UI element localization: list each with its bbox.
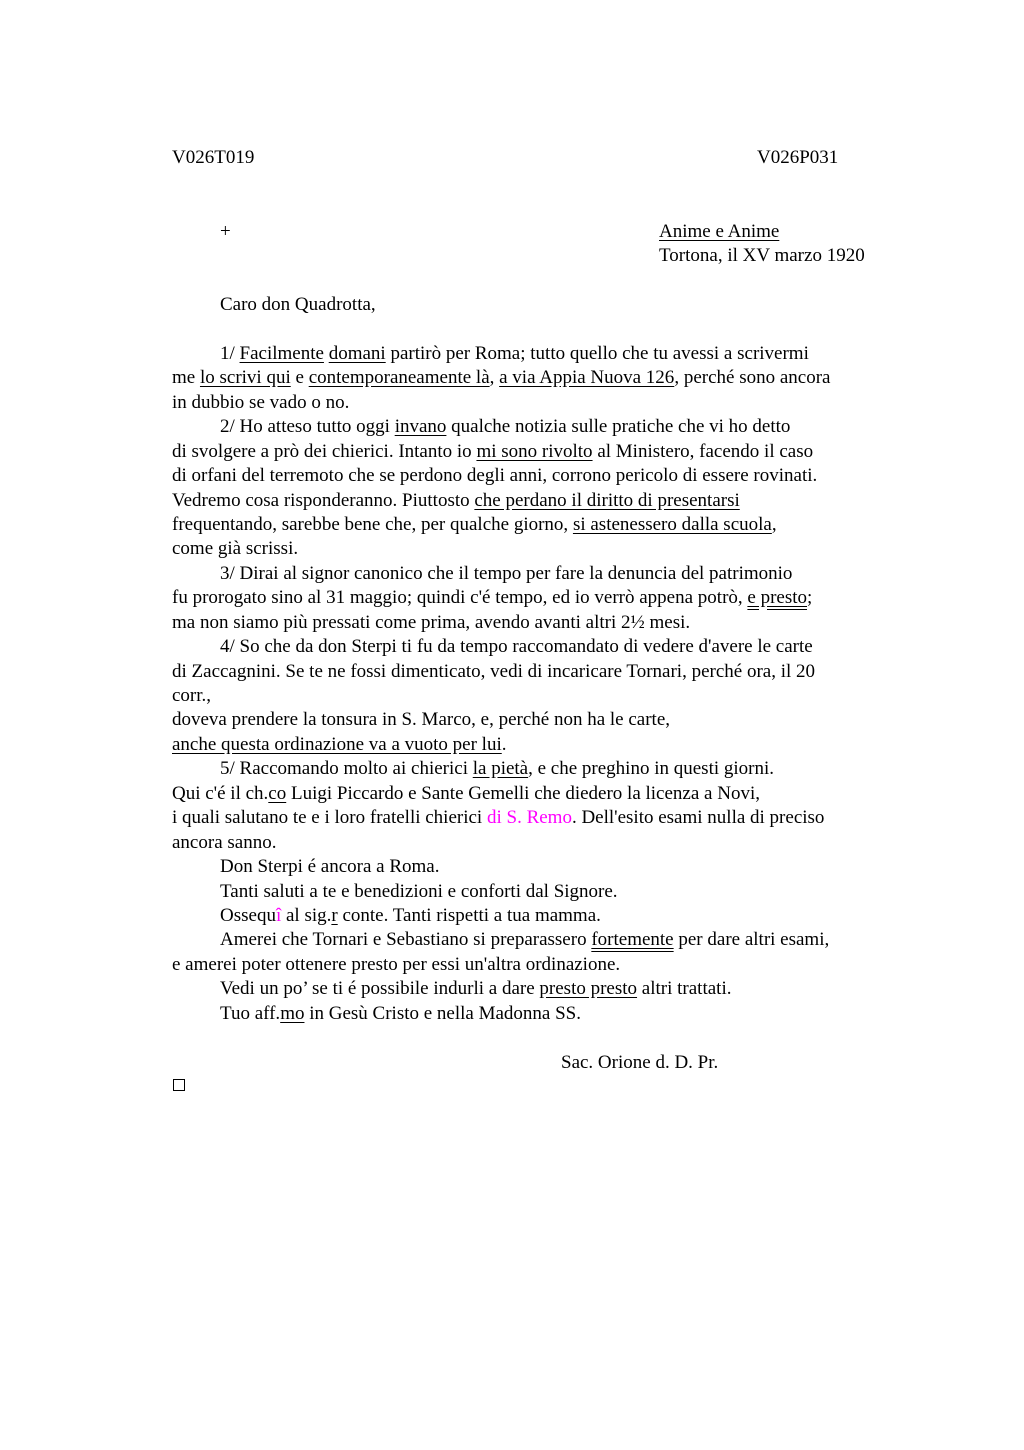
paragraph3-line1: 3/ Dirai al signor canonico che il tempo per fare la denuncia del patrimonio	[220, 563, 793, 584]
paragraph4-line1: 4/ So che da don Sterpi ti fu da tempo raccomandato di vedere d'avere le carte	[220, 636, 813, 657]
paragraph5-line2: Qui c'é il ch.co Luigi Piccardo e Sante Gemelli che diedero la licenza a Novi,	[172, 783, 760, 804]
place-date: Tortona, il XV marzo 1920	[659, 245, 865, 266]
paragraph2-line4: Vedremo cosa risponderanno. Piuttosto che perdano il diritto di presentarsi	[172, 490, 740, 511]
closing-line7: Tuo aff.mo in Gesù Cristo e nella Madonna SS.	[220, 1003, 581, 1024]
paragraph2-line3: di orfani del terremoto che se perdono degli anni, corrono pericolo di essere rovinati.	[172, 465, 818, 486]
highlighted-char: î	[275, 905, 282, 926]
closing-line2: Tanti saluti a te e benedizioni e conforti dal Signore.	[220, 881, 618, 902]
paragraph5-line3: i quali salutano te e i loro fratelli chierici di S. Remo. Dell'esito esami nulla di preciso	[172, 807, 825, 828]
end-box-icon	[173, 1079, 185, 1091]
paragraph3-line3: ma non siamo più pressati come prima, avendo avanti altri 2½ mesi.	[172, 612, 691, 633]
document-code-left: V026T019	[172, 147, 255, 168]
paragraph3-line2: fu prorogato sino al 31 maggio; quindi c'é tempo, ed io verrò appena potrò, e presto;	[172, 587, 813, 608]
paragraph2-line6: come già scrissi.	[172, 538, 299, 559]
closing-line4: Amerei che Tornari e Sebastiano si preparassero fortemente per dare altri esami,	[220, 929, 830, 950]
cross-symbol: +	[220, 221, 231, 242]
paragraph4-line2: di Zaccagnini. Se te ne fossi dimenticato, vedi di incaricare Tornari, perché ora, il 20	[172, 661, 816, 682]
paragraph1-line3: in dubbio se vado o no.	[172, 392, 350, 413]
closing-line5: e amerei poter ottenere presto per essi un'altra ordinazione.	[172, 954, 621, 975]
paragraph2-line2: di svolgere a prò dei chierici. Intanto io mi sono rivolto al Ministero, facendo il caso	[172, 441, 814, 462]
paragraph4-line5: anche questa ordinazione va a vuoto per lui.	[172, 734, 507, 755]
closing-line3: Ossequî al sig.r conte. Tanti rispetti a tua mamma.	[220, 905, 601, 926]
motto	[659, 220, 779, 244]
signature: Sac. Orione d. D. Pr.	[561, 1052, 719, 1073]
closing-line6: Vedi un po’ se ti é possibile indurli a dare presto presto altri trattati.	[220, 978, 732, 999]
paragraph1-line1: 1/ Facilmente domani partirò per Roma; tutto quello che tu avessi a scrivermi	[220, 343, 809, 364]
closing-line1: Don Sterpi é ancora a Roma.	[220, 856, 440, 877]
paragraph5-line4: ancora sanno.	[172, 832, 277, 853]
salutation: Caro don Quadrotta,	[220, 294, 376, 315]
paragraph5-line1: 5/ Raccomando molto ai chierici la pietà, e che preghino in questi giorni.	[220, 758, 775, 779]
motto-text: Anime e Anime	[659, 221, 780, 242]
document-code-right: V026P031	[757, 147, 839, 168]
paragraph4-line4: doveva prendere la tonsura in S. Marco, e, perché non ha le carte,	[172, 709, 671, 730]
paragraph2-line1: 2/ Ho atteso tutto oggi invano qualche notizia sulle pratiche che vi ho detto	[220, 416, 791, 437]
paragraph1-line2: me lo scrivi qui e contemporaneamente là, a via Appia Nuova 126, perché sono ancora	[172, 367, 831, 388]
paragraph4-line3: corr.,	[172, 685, 212, 706]
highlighted-text: di S. Remo	[486, 807, 572, 828]
paragraph2-line5: frequentando, sarebbe bene che, per qualche giorno, si astenessero dalla scuola,	[172, 514, 777, 535]
